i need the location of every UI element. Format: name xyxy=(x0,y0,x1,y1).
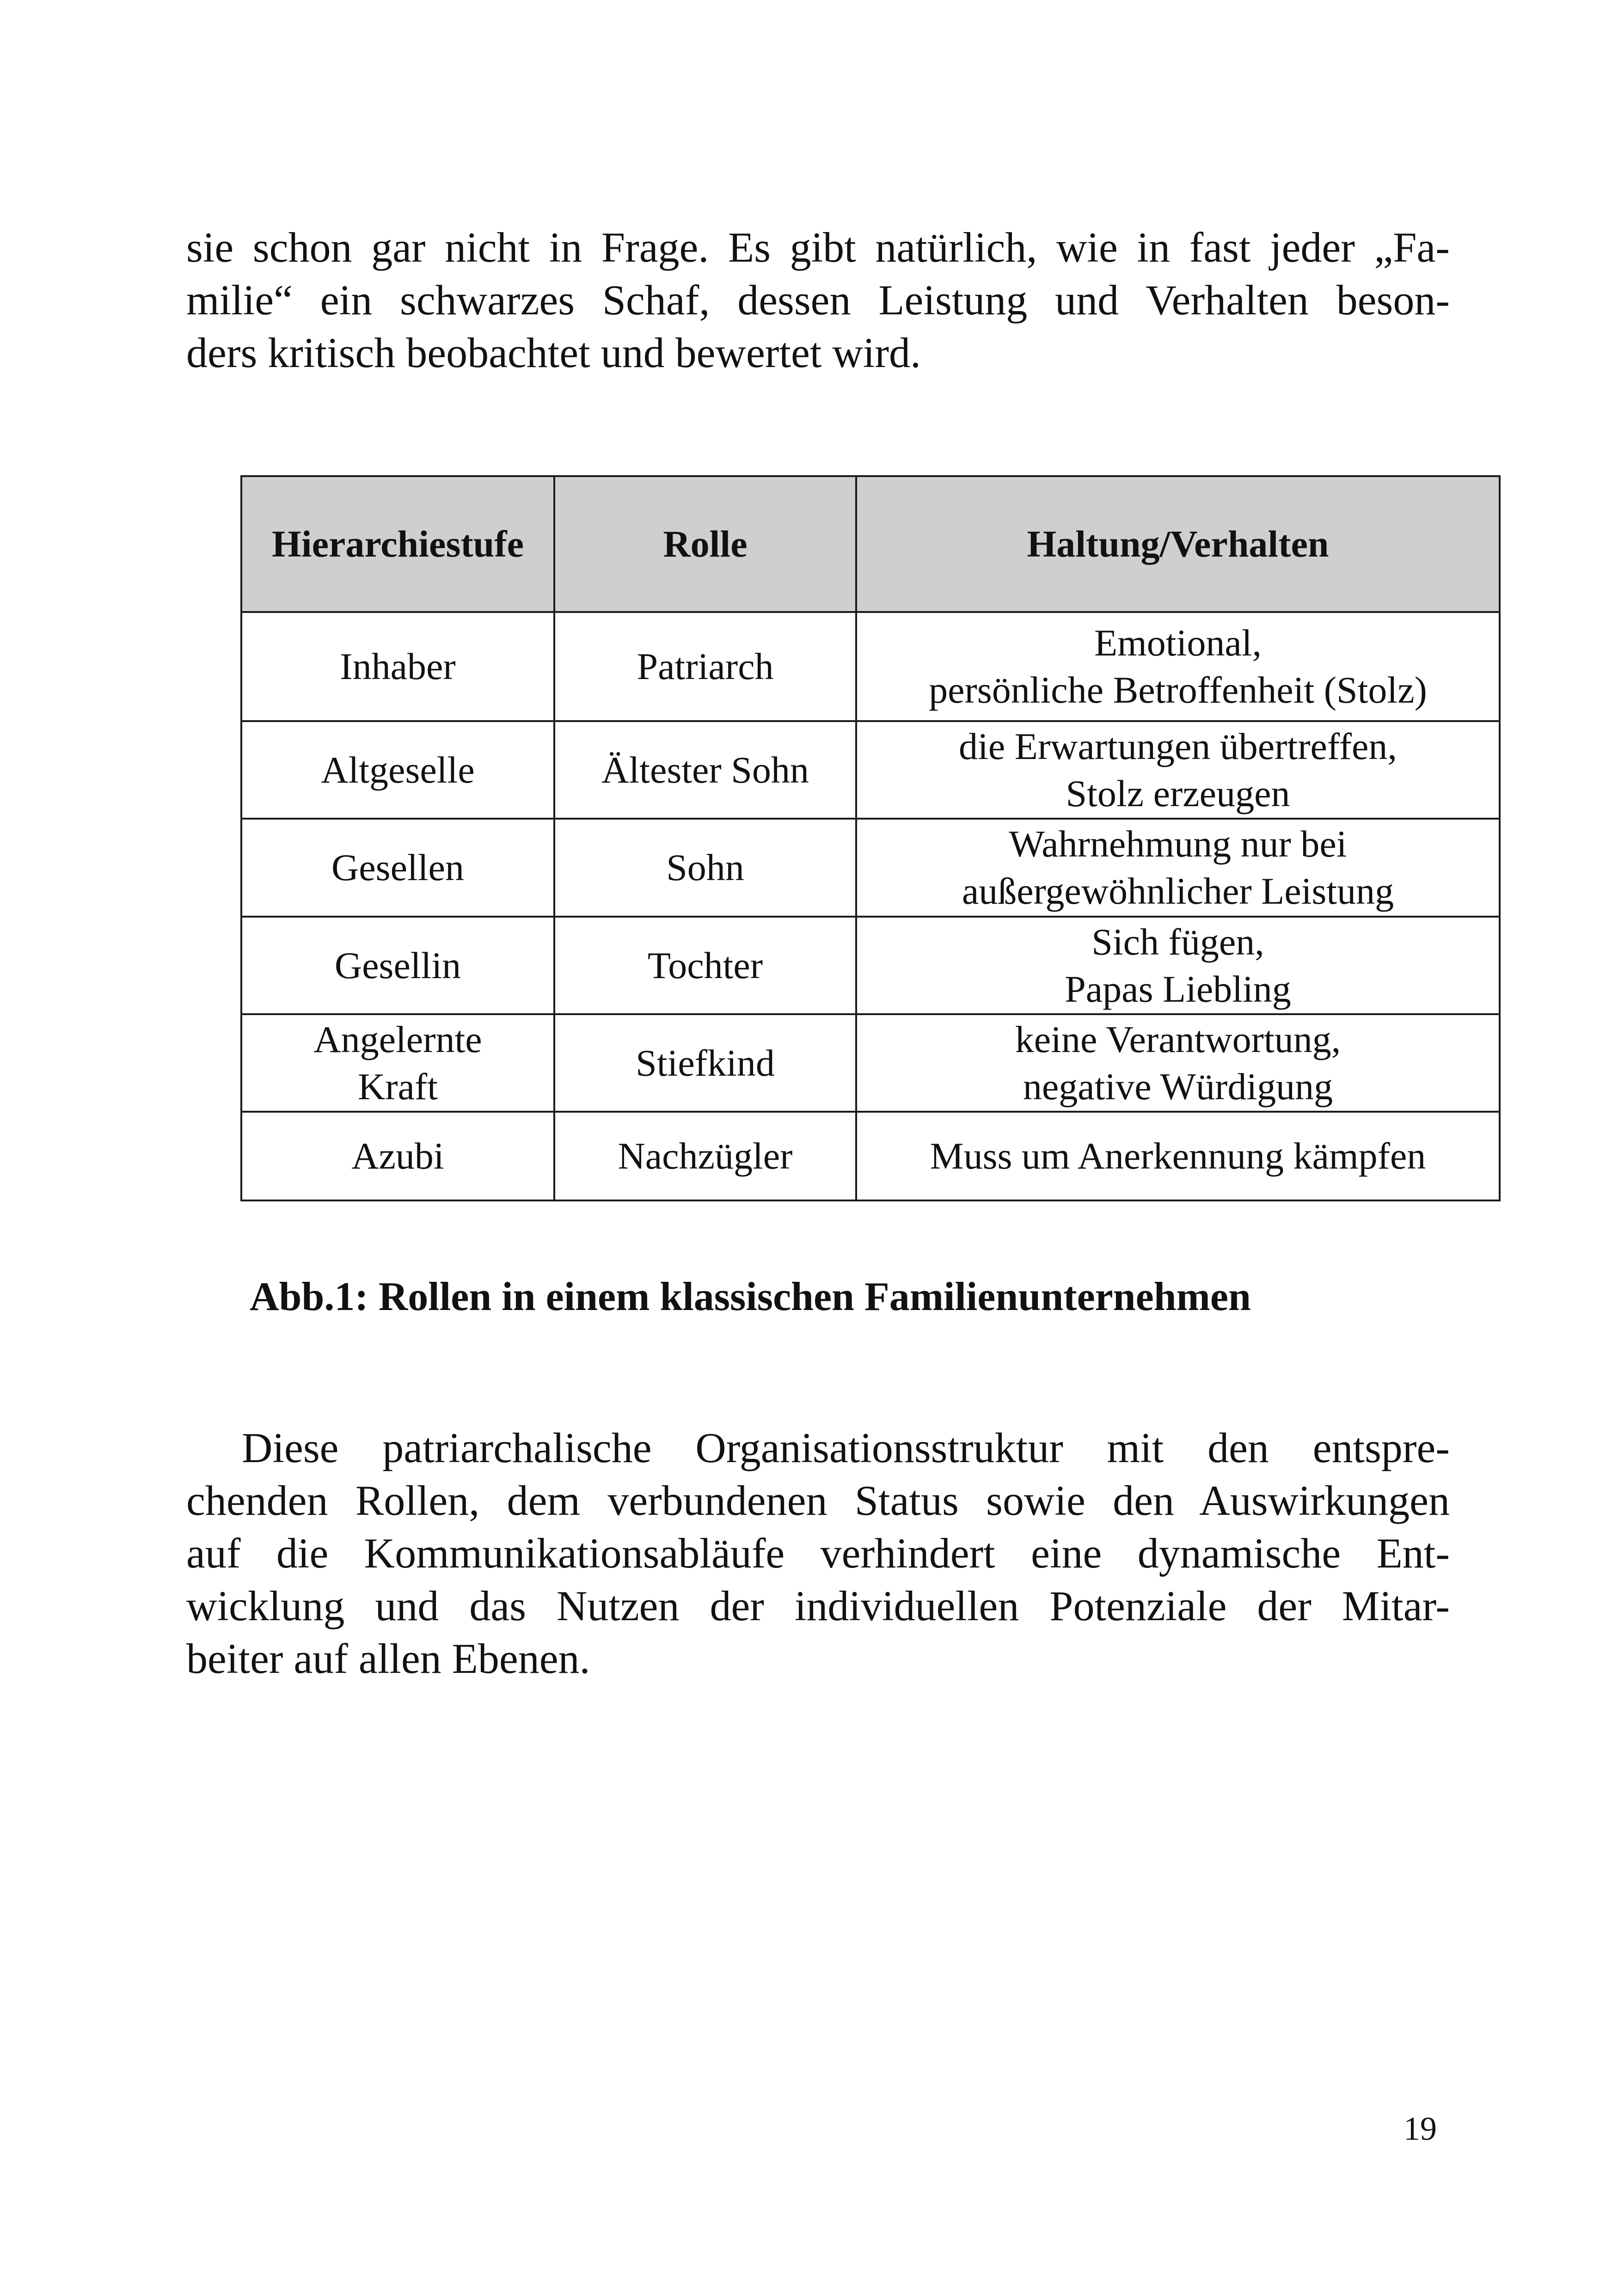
text-line: ders kritisch beobachtet und bewertet wird. xyxy=(186,329,921,376)
cell-stufe: Angelernte Kraft xyxy=(241,1014,554,1112)
cell-haltung: Sich fügen, Papas Liebling xyxy=(856,917,1500,1014)
text-line: beiter auf allen Ebenen. xyxy=(186,1635,590,1682)
cell-rolle: Sohn xyxy=(554,819,856,917)
cell-stufe: Altgeselle xyxy=(241,721,554,819)
cell-rolle: Stiefkind xyxy=(554,1014,856,1112)
roles-table xyxy=(240,475,1501,1201)
text-line: sie schon gar nicht in Frage. Es gibt natürlich, wie in fast jeder „Fa- xyxy=(186,224,1450,271)
text-line: wicklung und das Nutzen der individuellen Potenziale der Mitar- xyxy=(186,1582,1450,1629)
table-row xyxy=(241,819,1500,917)
cell-haltung: Wahrnehmung nur bei außergewöhnlicher Leistung xyxy=(856,819,1500,917)
table-row xyxy=(241,612,1500,721)
cell-haltung: keine Verantwortung, negative Würdigung xyxy=(856,1014,1500,1112)
table-row xyxy=(241,917,1500,1014)
table-row xyxy=(241,1014,1500,1112)
table-row xyxy=(241,721,1500,819)
page-number: 19 xyxy=(1403,2110,1437,2147)
cell-haltung: Emotional, persönliche Betroffenheit (Stolz) xyxy=(856,612,1500,721)
paragraph-bottom xyxy=(186,1421,1450,1685)
cell-stufe: Gesellin xyxy=(241,917,554,1014)
figure-caption: Abb.1: Rollen in einem klassischen Familienunternehmen xyxy=(250,1274,1251,1319)
cell-haltung: die Erwartungen übertreffen, Stolz erzeugen xyxy=(856,721,1500,819)
cell-haltung: Muss um Anerkennung kämpfen xyxy=(856,1112,1500,1200)
cell-stufe: Gesellen xyxy=(241,819,554,917)
text-line: chenden Rollen, dem verbundenen Status sowie den Auswirkungen xyxy=(186,1477,1450,1524)
text-line: auf die Kommunikationsabläufe verhindert eine dynamische Ent- xyxy=(186,1530,1450,1577)
cell-rolle: Nachzügler xyxy=(554,1112,856,1200)
cell-rolle: Ältester Sohn xyxy=(554,721,856,819)
header-haltung: Haltung/Verhalten xyxy=(856,476,1500,612)
text-line: milie“ ein schwarzes Schaf, dessen Leistung und Verhalten beson- xyxy=(186,276,1450,324)
text-line: Diese patriarchalische Organisationsstruktur mit den entspre- xyxy=(242,1424,1450,1471)
header-hierarchiestufe: Hierarchiestufe xyxy=(241,476,554,612)
cell-stufe: Inhaber xyxy=(241,612,554,721)
table-header-row xyxy=(241,476,1500,612)
header-rolle: Rolle xyxy=(554,476,856,612)
table-row xyxy=(241,1112,1500,1200)
cell-stufe: Azubi xyxy=(241,1112,554,1200)
paragraph-top xyxy=(186,221,1450,379)
cell-rolle: Tochter xyxy=(554,917,856,1014)
cell-rolle: Patriarch xyxy=(554,612,856,721)
